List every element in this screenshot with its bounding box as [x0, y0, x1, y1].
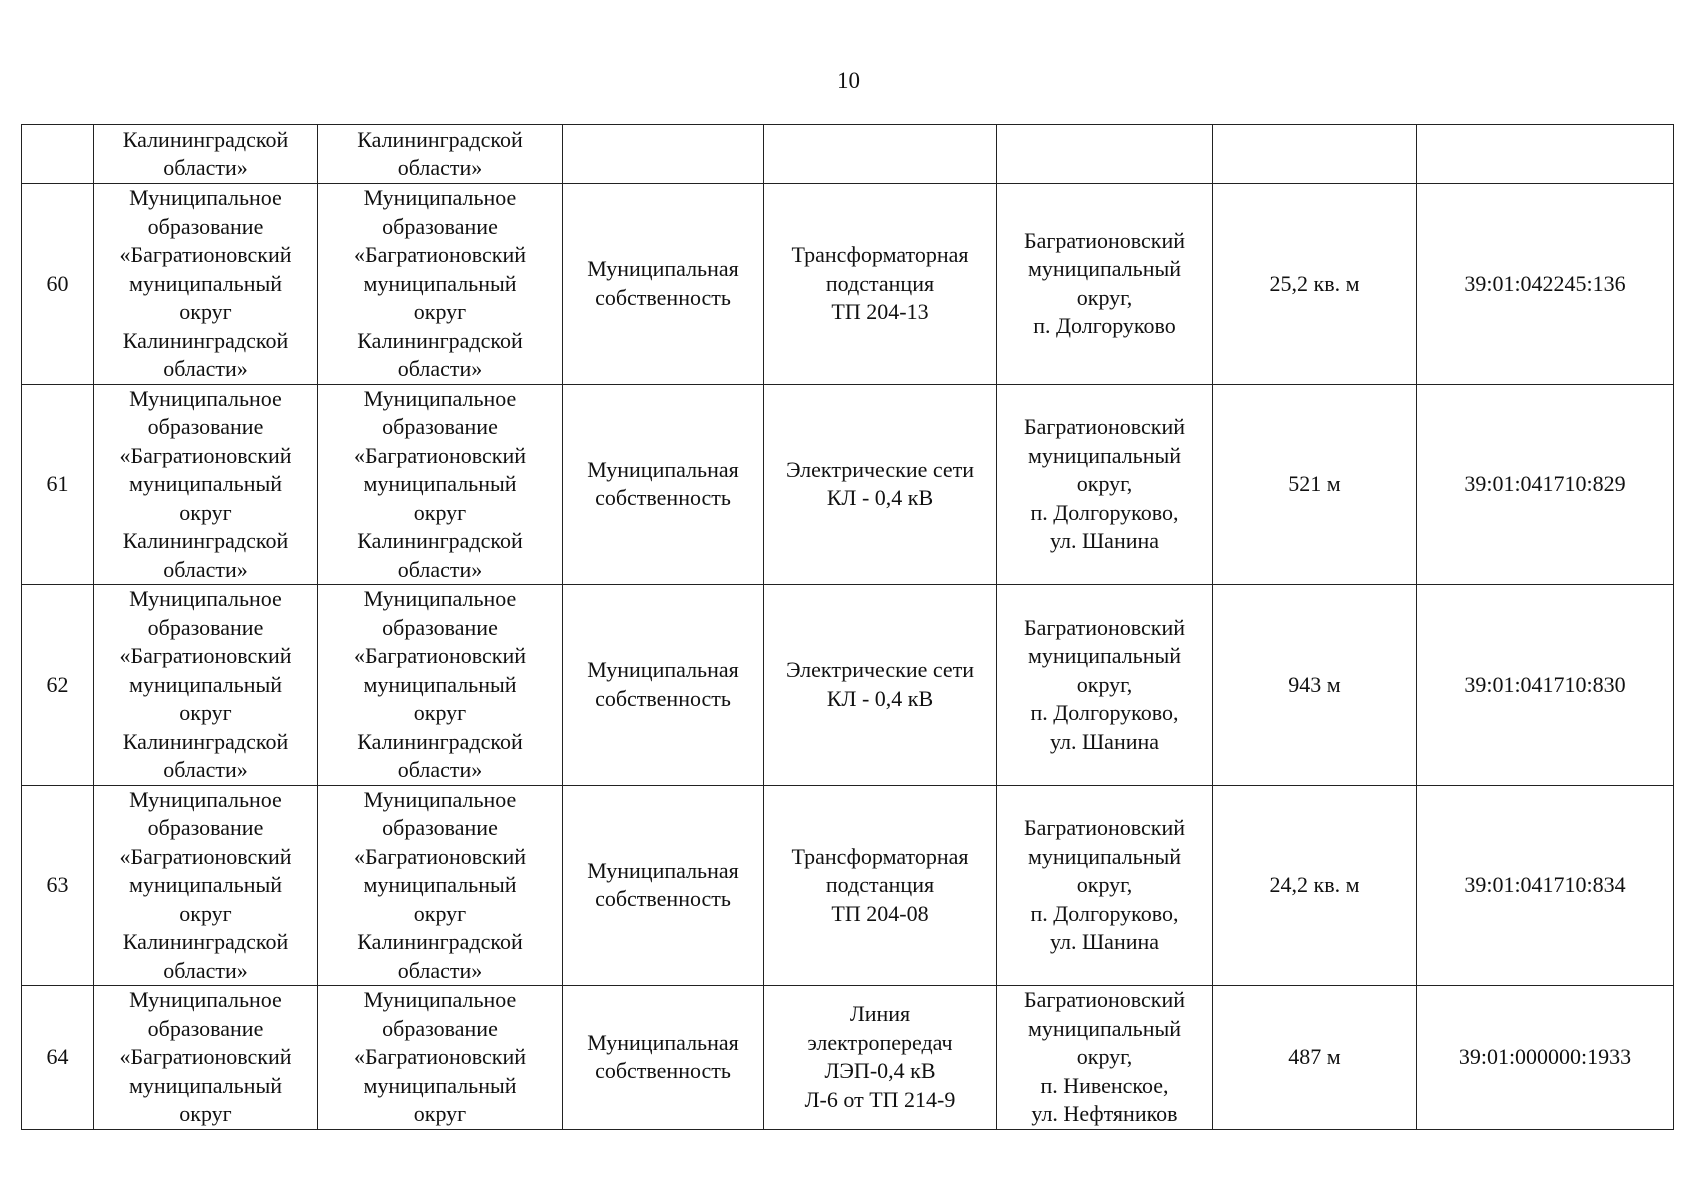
cell-line: «Багратионовский — [353, 442, 527, 468]
cell-line: муниципальный — [1027, 1015, 1182, 1041]
table-row — [22, 785, 1674, 986]
continuation-cell-empty — [997, 125, 1213, 184]
cell-line: п. Нивенское, — [1040, 1072, 1169, 1098]
cell-line: Калининградской — [357, 528, 523, 553]
table-row — [22, 384, 1674, 585]
cell-line: Муниципальная — [587, 256, 739, 282]
cell-line: Муниципальное — [363, 185, 517, 210]
cell-line: электропередач — [807, 1029, 953, 1055]
cell-line: муниципальный — [363, 671, 517, 697]
cell-line: «Багратионовский — [353, 843, 527, 869]
table-row — [22, 585, 1674, 786]
cell-line: муниципальный — [128, 1072, 283, 1098]
cell-line: Багратионовский — [1023, 414, 1186, 439]
ownership-type-cell — [563, 184, 764, 385]
object-name-cell — [764, 785, 997, 986]
cell-line: муниципальный — [1027, 442, 1182, 468]
cell-line: округ — [413, 900, 467, 926]
cell-line: области» — [397, 957, 483, 983]
cell-line: ул. Шанина — [1049, 528, 1160, 553]
cadastral-number-cell: 39:01:041710:834 — [1417, 785, 1674, 986]
owner-cell — [94, 585, 318, 786]
cell-line: Калининградской — [122, 327, 289, 353]
cell-line: собственность — [595, 1058, 731, 1084]
continuation-cell-num — [22, 125, 94, 184]
cell-line: п. Долгоруково, — [1030, 900, 1179, 926]
cell-line: ТП 204-08 — [831, 900, 929, 926]
cell-line: образование — [382, 213, 498, 239]
continuation-cell-empty — [1213, 125, 1417, 184]
cell-line: Калининградской — [357, 929, 523, 954]
cell-line: Муниципальная — [587, 1029, 739, 1055]
cell-line: муниципальный — [1027, 256, 1182, 282]
address-cell — [997, 986, 1213, 1130]
cell-line: Багратионовский — [1023, 815, 1186, 840]
cell-line: собственность — [595, 886, 731, 912]
cell-line: собственность — [595, 485, 731, 511]
cell-line: области» — [163, 957, 248, 983]
cell-line: «Багратионовский — [353, 1044, 527, 1069]
row-number-cell: 62 — [22, 585, 94, 786]
cell-line: Муниципальное — [363, 586, 517, 611]
cell-line: подстанция — [825, 872, 935, 897]
cell-line: муниципальный — [363, 1072, 517, 1098]
ownership-type-cell — [563, 785, 764, 986]
cell-line: области» — [163, 356, 248, 381]
address-cell — [997, 384, 1213, 585]
cell-line: собственность — [595, 685, 731, 711]
cell-line: Трансформаторная — [791, 843, 969, 869]
cell-line: округ, — [1076, 471, 1133, 496]
property-registry-table — [21, 124, 1674, 1130]
cadastral-number-cell: 39:01:041710:830 — [1417, 585, 1674, 786]
cell-line: Трансформаторная — [791, 242, 969, 267]
holder-cell — [318, 184, 563, 385]
owner-cell — [94, 785, 318, 986]
cell-line: области» — [163, 556, 248, 582]
cadastral-number-cell: 39:01:041710:829 — [1417, 384, 1674, 585]
cell-line: Муниципальная — [587, 657, 739, 683]
cell-line: «Багратионовский — [119, 643, 292, 668]
ownership-type-cell — [563, 384, 764, 585]
cell-line: муниципальный — [128, 270, 283, 296]
cell-line: образование — [147, 213, 264, 239]
cell-line: Муниципальное — [129, 586, 282, 611]
cell-line: области» — [397, 757, 483, 782]
cell-line: округ — [179, 700, 232, 725]
cell-line: ул. Шанина — [1049, 929, 1160, 954]
cell-line: образование — [382, 414, 498, 439]
cell-line: округ, — [1076, 1044, 1133, 1069]
cell-line: «Багратионовский — [353, 242, 527, 267]
cell-line: «Багратионовский — [119, 843, 292, 869]
row-number-cell: 60 — [22, 184, 94, 385]
table-body — [22, 184, 1674, 1130]
cell-line: «Багратионовский — [119, 1044, 292, 1069]
cell-line: муниципальный — [363, 471, 517, 496]
cell-line: округ, — [1076, 872, 1133, 897]
cell-line: ул. Нефтяников — [1031, 1101, 1178, 1126]
cell-line: области» — [163, 155, 248, 180]
cell-line: Калининградской — [357, 327, 523, 353]
cell-line: Багратионовский — [1023, 227, 1186, 253]
owner-cell — [94, 184, 318, 385]
cell-line: образование — [147, 414, 264, 439]
address-cell — [997, 785, 1213, 986]
owner-cell — [94, 986, 318, 1130]
cell-line: округ — [413, 700, 467, 725]
cell-line: Багратионовский — [1023, 614, 1186, 640]
cell-line: КЛ - 0,4 кВ — [826, 485, 934, 511]
cell-line: округ — [413, 1101, 467, 1126]
row-number-cell: 63 — [22, 785, 94, 986]
cell-line: округ — [179, 900, 232, 926]
size-cell: 25,2 кв. м — [1213, 184, 1417, 385]
cell-line: округ — [413, 499, 467, 525]
cell-line: области» — [397, 356, 483, 381]
continuation-cell-empty — [563, 125, 764, 184]
cadastral-number-cell: 39:01:000000:1933 — [1417, 986, 1674, 1130]
cell-line: Муниципальная — [587, 456, 739, 482]
size-cell: 943 м — [1213, 585, 1417, 786]
cell-line: «Багратионовский — [353, 643, 527, 668]
cell-line: Муниципальное — [129, 786, 282, 812]
row-number-cell: 61 — [22, 384, 94, 585]
cell-line: Муниципальное — [363, 987, 517, 1012]
cell-line: Муниципальная — [587, 857, 739, 883]
cell-line: п. Долгоруково, — [1030, 499, 1179, 525]
cell-line: Муниципальное — [363, 385, 517, 411]
owner-cell — [94, 384, 318, 585]
cell-line: ЛЭП-0,4 кВ — [824, 1058, 936, 1084]
cell-line: округ — [179, 299, 232, 324]
cell-line: образование — [147, 815, 264, 840]
holder-cell — [318, 384, 563, 585]
cell-line: Багратионовский — [1023, 987, 1186, 1012]
cell-line: п. Долгоруково, — [1030, 700, 1179, 725]
cell-line: «Багратионовский — [119, 442, 292, 468]
cell-line: округ — [413, 299, 467, 324]
cell-line: ул. Шанина — [1049, 728, 1160, 754]
object-name-cell — [764, 384, 997, 585]
cell-line: образование — [382, 1015, 498, 1041]
cell-line: образование — [382, 614, 498, 640]
holder-cell — [318, 585, 563, 786]
address-cell — [997, 184, 1213, 385]
page-number: 10 — [837, 68, 860, 93]
continuation-cell-holder — [318, 125, 563, 184]
cell-line: Калининградской — [122, 728, 289, 754]
cell-line: Калининградской — [357, 126, 523, 152]
cell-line: области» — [163, 757, 248, 782]
cell-line: «Багратионовский — [119, 242, 292, 267]
cell-line: Муниципальное — [129, 185, 282, 210]
cell-line: муниципальный — [128, 872, 283, 897]
ownership-type-cell — [563, 585, 764, 786]
table-row — [22, 986, 1674, 1130]
cell-line: Калининградской — [122, 929, 289, 954]
continuation-cell-empty — [1417, 125, 1674, 184]
cell-line: Линия — [849, 1001, 911, 1027]
size-cell: 24,2 кв. м — [1213, 785, 1417, 986]
cell-line: образование — [382, 815, 498, 840]
cell-line: округ, — [1076, 671, 1133, 697]
cadastral-number-cell: 39:01:042245:136 — [1417, 184, 1674, 385]
continuation-row — [22, 125, 1674, 184]
object-name-cell — [764, 986, 997, 1130]
cell-line: области» — [397, 155, 483, 180]
cell-line: Л-6 от ТП 214-9 — [804, 1086, 956, 1112]
cell-line: муниципальный — [128, 471, 283, 496]
cell-line: ТП 204-13 — [831, 299, 929, 324]
continuation-cell-owner — [94, 125, 318, 184]
cell-line: Муниципальное — [129, 987, 282, 1012]
holder-cell — [318, 986, 563, 1130]
cell-line: Калининградской — [357, 728, 523, 754]
cell-line: области» — [397, 556, 483, 582]
cell-line: округ — [179, 1101, 232, 1126]
table-row — [22, 184, 1674, 385]
cell-line: КЛ - 0,4 кВ — [826, 685, 934, 711]
cell-line: муниципальный — [1027, 643, 1182, 668]
size-cell: 521 м — [1213, 384, 1417, 585]
cell-line: Электрические сети — [785, 657, 975, 683]
cell-line: Калининградской — [122, 528, 289, 553]
cell-line: Электрические сети — [785, 456, 975, 482]
cell-line: Муниципальное — [363, 786, 517, 812]
continuation-cell-empty — [764, 125, 997, 184]
cell-line: образование — [147, 1015, 264, 1041]
size-cell: 487 м — [1213, 986, 1417, 1130]
cell-line: подстанция — [825, 270, 935, 296]
cell-line: округ — [179, 499, 232, 525]
cell-line: муниципальный — [1027, 843, 1182, 869]
cell-line: Муниципальное — [129, 385, 282, 411]
cell-line: п. Долгоруково — [1033, 313, 1176, 339]
cell-line: округ, — [1076, 284, 1133, 310]
cell-line: Калининградской — [122, 126, 289, 152]
holder-cell — [318, 785, 563, 986]
ownership-type-cell — [563, 986, 764, 1130]
cell-line: муниципальный — [128, 671, 283, 697]
address-cell — [997, 585, 1213, 786]
cell-line: муниципальный — [363, 270, 517, 296]
object-name-cell — [764, 184, 997, 385]
cell-line: собственность — [595, 284, 731, 310]
cell-line: образование — [147, 614, 264, 640]
cell-line: муниципальный — [363, 872, 517, 897]
row-number-cell: 64 — [22, 986, 94, 1130]
object-name-cell — [764, 585, 997, 786]
